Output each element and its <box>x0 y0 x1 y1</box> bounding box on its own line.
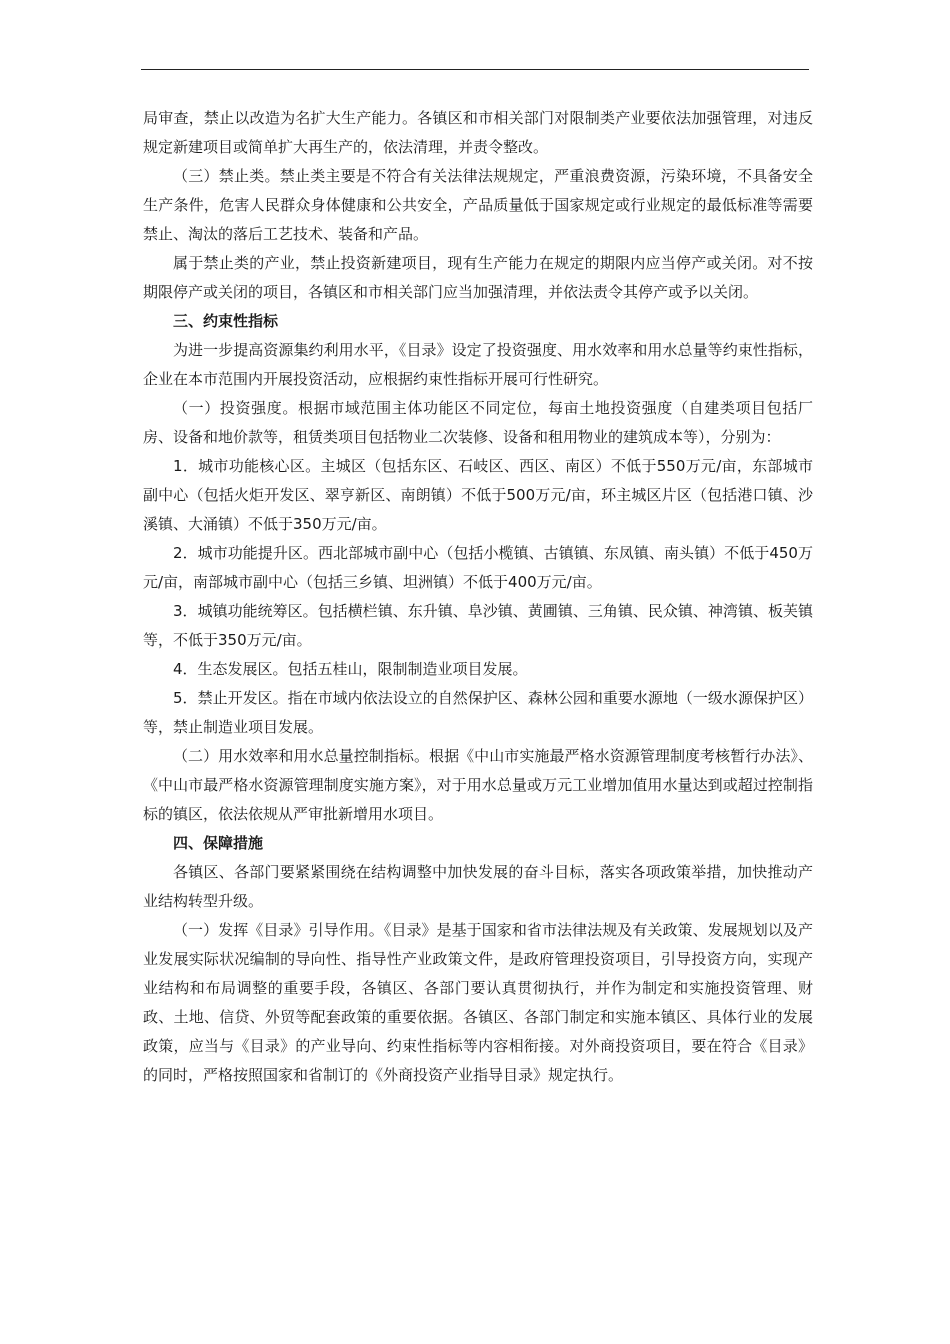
paragraph-catalog-guidance: （一）发挥《目录》引导作用。《目录》是基于国家和省市法律法规及有关政策、发展规划以及产业发展实际状况编制的导向性、指导性产业政策文件，是政府管理投资项目，引导投资方向，实现产业结构和布局调整的重要手段，各镇区、各部门要认真贯彻执行，并作为制定和实施投资管理、财政、土地、信贷、外贸等配套政策的重要依据。各镇区、各部门制定和实施本镇区、具体行业的发展政策，应当与《目录》的产业导向、约束性指标等内容相衔接。对外商投资项目，要在符合《目录》的同时，严格按照国家和省制订的《外商投资产业指导目录》规定执行。 <box>143 921 813 1084</box>
paragraph-water-control: （二）用水效率和用水总量控制指标。根据《中山市实施最严格水资源管理制度考核暂行办法》、《中山市最严格水资源管理制度实施方案》，对于用水总量或万元工业增加值用水量达到或超过控制指标的镇区，依法依规从严审批新增用水项目。 <box>143 747 813 823</box>
document-body <box>143 104 813 1090</box>
paragraph-prohibited-handling: 属于禁止类的产业，禁止投资新建项目，现有生产能力在规定的期限内应当停产或关闭。对不按期限停产或关闭的项目，各镇区和市相关部门应当加强清理，并依法责令其停产或予以关闭。 <box>143 254 813 301</box>
paragraph-restricted-continued: 局审查，禁止以改造为名扩大生产能力。各镇区和市相关部门对限制类产业要依法加强管理，对违反规定新建项目或简单扩大再生产的，依法清理，并责令整改。 <box>143 109 813 156</box>
list-item-coordination-zone: 3．城镇功能统筹区。包括横栏镇、东升镇、阜沙镇、黄圃镇、三角镇、民众镇、神湾镇、板芙镇等，不低于350万元/亩。 <box>143 602 813 649</box>
list-item-ecological-zone: 4．生态发展区。包括五桂山，限制制造业项目发展。 <box>173 660 528 678</box>
section-heading-safeguards: 四、保障措施 <box>173 834 264 852</box>
list-item-core-zone: 1．城市功能核心区。主城区（包括东区、石岐区、西区、南区）不低于550万元/亩，东部城市副中心（包括火炬开发区、翠亨新区、南朗镇）不低于500万元/亩，环主城区片区（包括港口镇、沙溪镇、大涌镇）不低于350万元/亩。 <box>143 457 813 533</box>
list-item-upgrade-zone: 2．城市功能提升区。西北部城市副中心（包括小榄镇、古镇镇、东凤镇、南头镇）不低于450万元/亩，南部城市副中心（包括三乡镇、坦洲镇）不低于400万元/亩。 <box>143 544 813 591</box>
paragraph-prohibited-category: （三）禁止类。禁止类主要是不符合有关法律法规规定，严重浪费资源，污染环境，不具备安全生产条件，危害人民群众身体健康和公共安全，产品质量低于国家规定或行业规定的最低标准等需要禁止、淘汰的落后工艺技术、装备和产品。 <box>143 167 813 243</box>
paragraph-investment-intensity: （一）投资强度。根据市域范围主体功能区不同定位，每亩土地投资强度（自建类项目包括厂房、设备和地价款等，租赁类项目包括物业二次装修、设备和租用物业的建筑成本等），分别为： <box>143 399 813 446</box>
section-heading-constraint-indicators: 三、约束性指标 <box>173 312 279 330</box>
list-item-prohibited-zone: 5．禁止开发区。指在市域内依法设立的自然保护区、森林公园和重要水源地（一级水源保护区）等，禁止制造业项目发展。 <box>143 689 813 736</box>
paragraph-constraint-intro: 为进一步提高资源集约利用水平，《目录》设定了投资强度、用水效率和用水总量等约束性指标，企业在本市范围内开展投资活动，应根据约束性指标开展可行性研究。 <box>143 341 813 388</box>
paragraph-safeguards-intro: 各镇区、各部门要紧紧围绕在结构调整中加快发展的奋斗目标，落实各项政策举措，加快推动产业结构转型升级。 <box>143 863 813 910</box>
header-rule <box>141 69 809 70</box>
